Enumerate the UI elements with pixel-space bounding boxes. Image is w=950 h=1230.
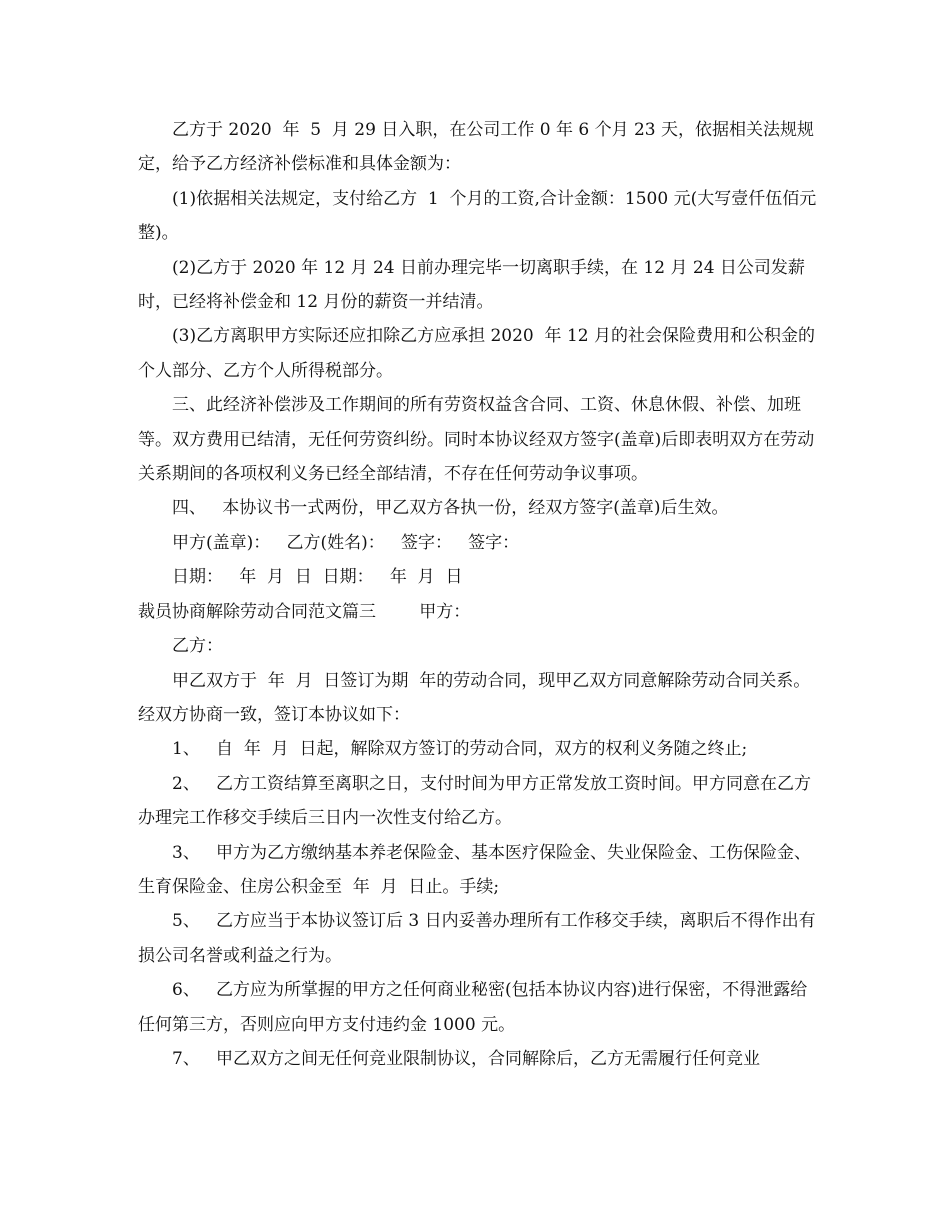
clause-2: 2、 乙方工资结算至离职之日，支付时间为甲方正常发放工资时间。甲方同意在乙方办理完工作移交手续后三日内一次性支付给乙方。 [138, 773, 812, 829]
clause-1: 1、 自 年 月 日起，解除双方签订的劳动合同，双方的权利义务随之终止; [172, 739, 748, 760]
clause-7: 7、 甲乙双方之间无任何竞业限制协议，合同解除后，乙方无需履行任何竞业 [172, 1048, 761, 1069]
paragraph-item-3: (3)乙方离职甲方实际还应扣除乙方应承担 2020 年 12 月的社会保险费用和公积金的个人部分、乙方个人所得税部分。 [138, 326, 815, 381]
signature-line: 甲方(盖章)： 乙方(姓名)： 签字： 签字： [172, 532, 520, 553]
party-b-line: 乙方： [172, 636, 223, 657]
date-line: 日期： 年 月 日 日期： 年 月 日 [172, 567, 463, 588]
clause-6: 6、 乙方应为所掌握的甲方之任何商业秘密(包括本协议内容)进行保密，不得泄露给任何第三方，否则应向甲方支付违约金 1000 元。 [138, 980, 808, 1035]
paragraph-agreement-intro: 甲乙双方于 年 月 日签订为期 年的劳动合同，现甲乙双方同意解除劳动合同关系。经双方协商一致，签订本协议如下： [138, 670, 811, 725]
clause-3: 3、 甲方为乙方缴纳基本养老保险金、基本医疗保险金、失业保险金、工伤保险金、生育保险金、住房公积金至 年 月 日止。手续; [138, 842, 812, 897]
clause-5: 5、 乙方应当于本协议签订后 3 日内妥善办理所有工作移交手续，离职后不得作出有损公司名誉或利益之行为。 [138, 911, 816, 966]
document-body [138, 113, 820, 1076]
paragraph-section-4: 四、 本协议书一式两份，甲乙双方各执一份，经双方签字(盖章)后生效。 [172, 498, 729, 519]
paragraph-item-1: (1)依据相关法规定，支付给乙方 1 个月的工资,合计金额：1500 元(大写壹仟伍佰元整)。 [138, 188, 817, 244]
paragraph-item-2: (2)乙方于 2020 年 12 月 24 日前办理完毕一切离职手续，在 12 月 24 日公司发薪时，已经将补偿金和 12 月份的薪资一并结清。 [138, 257, 805, 313]
section-heading: 裁员协商解除劳动合同范文篇三 甲方： [138, 601, 471, 622]
paragraph-section-3: 三、此经济补偿涉及工作期间的所有劳资权益含合同、工资、休息休假、补偿、加班等。双方费用已结清，无任何劳资纠纷。同时本协议经双方签字(盖章)后即表明双方在劳动关系期间的各项权利义务已经全部结清，不存在任何劳动争议事项。 [138, 395, 815, 485]
paragraph-compensation-intro: 乙方于 2020 年 5 月 29 日入职，在公司工作 0 年 6 个月 23 天，依据相关法规规定，给予乙方经济补偿标准和具体金额为： [138, 120, 815, 175]
